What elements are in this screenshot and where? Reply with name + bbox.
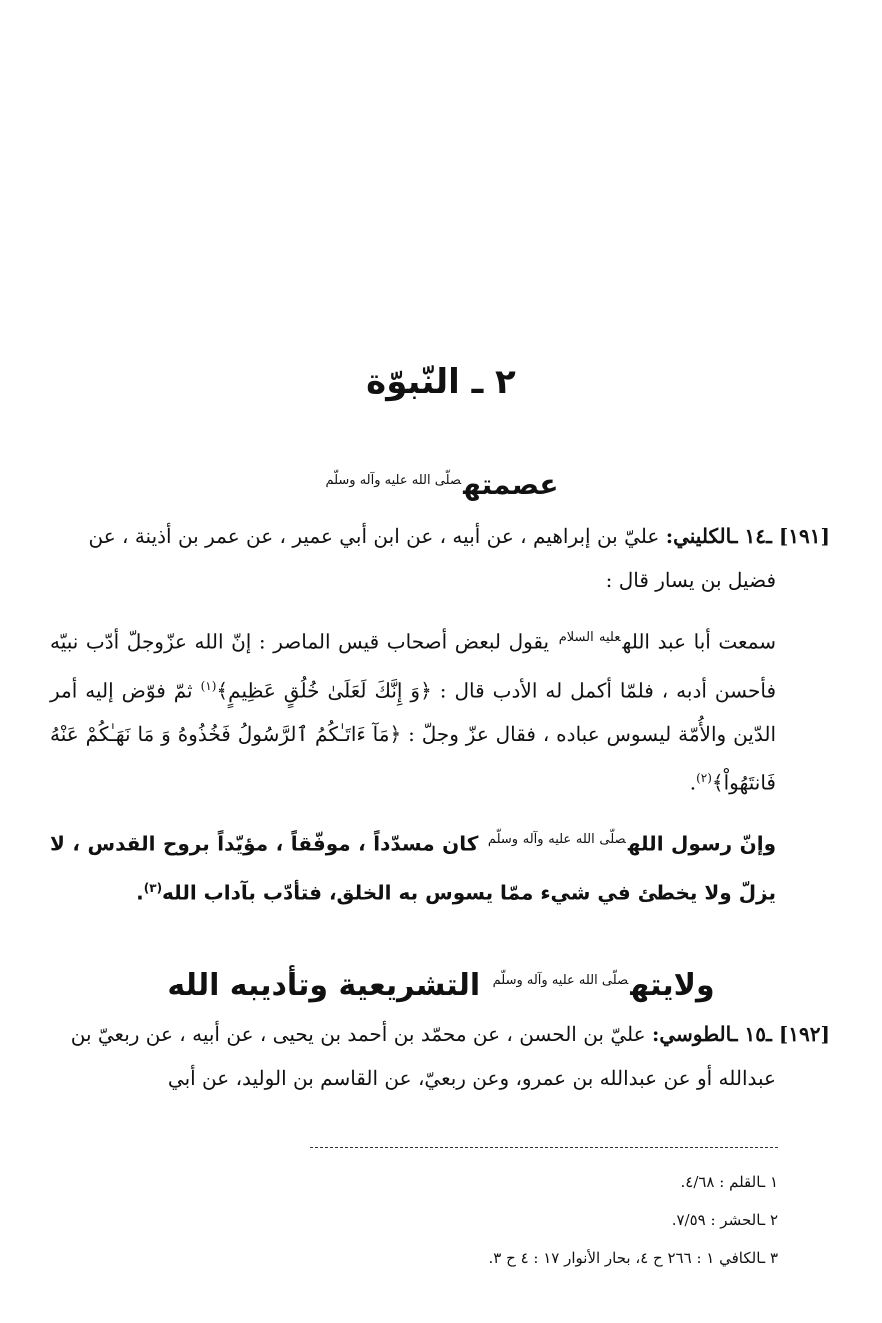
quran-verse-2: ﴿مَآ ءَاتَـٰكُمُ ٱلرَّسُولُ فَخُذُوهُ وَ مَا نَهَـٰكُمْ عَنْهُ فَانتَهُواْ﴾ bbox=[50, 722, 776, 795]
chain-text-continued: عبدالله أو عن عبدالله بن عمرو، وعن ربعيّ، عن القاسم بن الوليد، عن أبي bbox=[167, 1066, 776, 1090]
body-mid: ثمّ فوّض إليه أمر الدّين والأُمّة ليسوس عباده ، فقال عزّ وجلّ : bbox=[50, 678, 777, 747]
footnote-mark-1: (١) bbox=[200, 678, 217, 693]
chain-text: عليّ بن الحسن ، عن محمّد بن أحمد بن يحيى ، عن أبيه ، عن ربعيّ بن bbox=[70, 1022, 646, 1046]
body-intro: سمعت أبا عبد الله bbox=[622, 629, 777, 654]
honorific-ligature: صلّى الله عليه وآله وسلّم bbox=[492, 973, 629, 988]
body-rest: يقول لبعض أصحاب قيس الماصر : إنّ الله عزّوجلّ أدّب نبيّه فأحسن أدبه ، فلمّا أكمل له الأدب قال : bbox=[50, 629, 777, 703]
footnote-mark-2: (٢) bbox=[696, 771, 712, 786]
section-title-start: ولايته bbox=[630, 968, 715, 1003]
hadith-191-bold-paragraph bbox=[50, 818, 830, 914]
footnote-divider bbox=[310, 1147, 778, 1148]
bold-rest: كان مسدّداً ، موفّقاً ، مؤيّداً بروح القدس ، لا يزلّ ولا يخطئ في شيء ممّا يسوس به الخلق، فتأدّب بآداب الله bbox=[50, 831, 776, 905]
hadith-192-chain bbox=[50, 1012, 830, 1100]
hadith-text: سمعت أبا عبد الله$^{عليه السلام}$ يقول لبعض أصحاب قيس الماصر : إنّ الله عزّوجلّ أدّب نبيّه فأحسن أدبه ، فلمّا أكمل له الأدب قال : ﴿وَ إِنَّكَ لَعَلَىٰ خُلُقٍ عَظِيمٍ﴾$^{(١)}$ ثمّ فوّض إليه أمر الدّين والأُمّة ليسوس عباده ، فقال عزّ وجلّ : ﴿مَآ ءَاتَـٰكُمُ ٱلرَّسُولُ فَخُذُوهُ وَ مَا نَهَـٰكُمْ عَنْهُ فَانتَهُواْ﴾$^{(٢)}$. bbox=[50, 629, 777, 795]
section-title-text: عصمته bbox=[463, 468, 559, 501]
footnote-2: ٢ ـالحشر : ٧/٥٩. bbox=[671, 1211, 778, 1229]
section-title-end: التشريعية وتأديبه الله bbox=[167, 968, 481, 1003]
hadith-191-body bbox=[50, 616, 830, 805]
chapter-title: ٢ ـ النّبوّة bbox=[366, 362, 516, 402]
footnote-3: ٣ ـالكافي ١ : ٢٦٦ ح ٤، بحار الأنوار ١٧ : ٤ ح ٣. bbox=[488, 1249, 778, 1267]
hadith-source: الطوسي: bbox=[651, 1022, 732, 1046]
hadith-number: [١٩١] ـ١٤ ـ bbox=[731, 524, 830, 548]
imam-honorific: عليه السلام bbox=[558, 630, 621, 645]
bold-text: وإنّ رسول الله$^{صلّى الله عليه وآله وسلّم}$ كان مسدّداً ، موفّقاً ، مؤيّداً بروح القدس ، لا يزلّ ولا يخطئ في شيء ممّا يسوس به الخلق، فتأدّب بآداب الله$^{(٣)}$. bbox=[50, 831, 777, 905]
footnotes bbox=[78, 1170, 778, 1284]
prophet-honorific: صلّى الله عليه وآله وسلّم bbox=[487, 832, 626, 847]
hadith-191-chain bbox=[50, 514, 830, 602]
bold-intro: وإنّ رسول الله bbox=[627, 831, 777, 856]
footnote-1: ١ ـالقلم : ٤/٦٨. bbox=[680, 1173, 778, 1191]
chain-text-continued: فضيل بن يسار قال : bbox=[605, 568, 776, 592]
hadith-number: [١٩٢] ـ١٥ ـ bbox=[731, 1022, 830, 1046]
section-title-wilayah bbox=[0, 968, 882, 1003]
section-title-ismah bbox=[0, 468, 882, 501]
chain-text: عليّ بن إبراهيم ، عن أبيه ، عن ابن أبي عمير ، عن عمر بن أذينة ، عن bbox=[88, 524, 660, 548]
footnote-mark-3: (٣) bbox=[143, 880, 163, 895]
honorific-ligature: صلّى الله عليه وآله وسلّم bbox=[325, 472, 462, 488]
quran-verse-1: ﴿وَ إِنَّكَ لَعَلَىٰ خُلُقٍ عَظِيمٍ﴾ bbox=[216, 678, 432, 703]
hadith-source: الكليني: bbox=[665, 524, 732, 548]
